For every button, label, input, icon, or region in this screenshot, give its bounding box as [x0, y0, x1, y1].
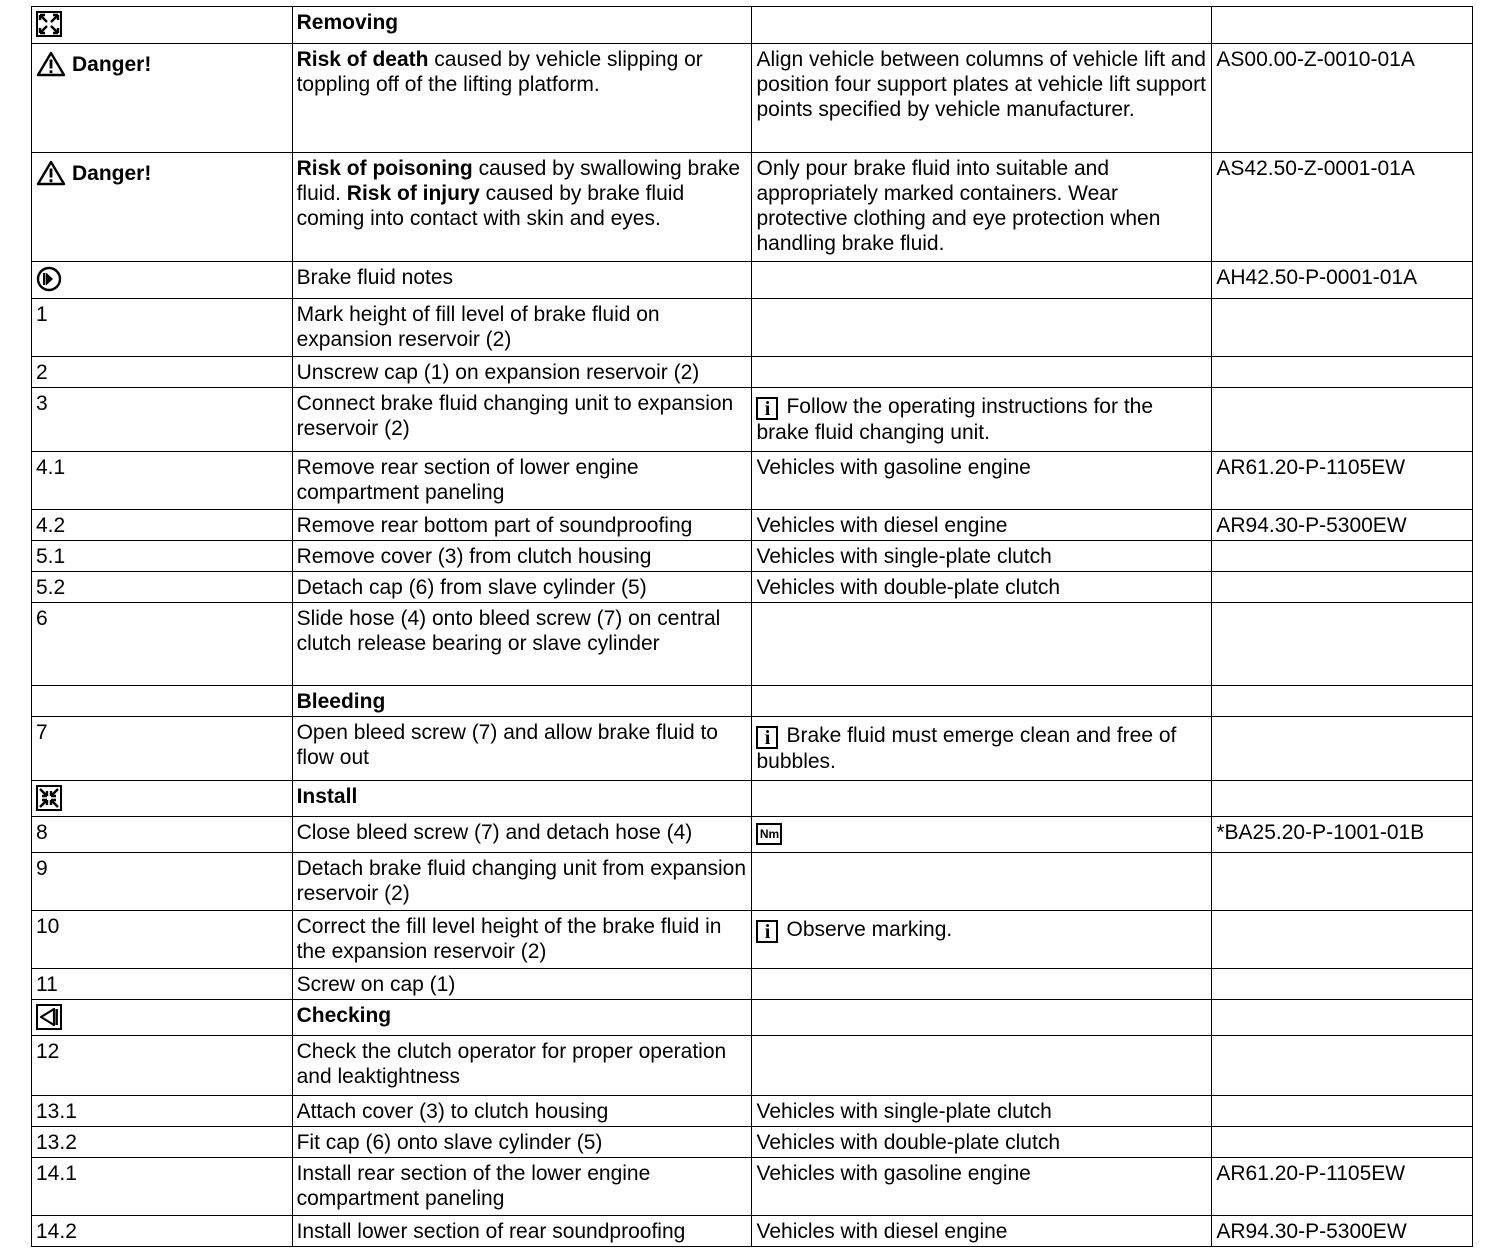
- danger-label-text: Danger!: [72, 161, 152, 185]
- step-text: Install lower section of rear soundproofing: [292, 1216, 752, 1247]
- danger-label-text: Danger!: [72, 52, 152, 76]
- step-row: [32, 357, 1473, 388]
- section-row-bleeding: [32, 686, 1473, 717]
- danger-ref-link[interactable]: AS42.50-Z-0001-01A: [1212, 153, 1473, 262]
- step-text: Check the clutch operator for proper operation and leaktightness: [292, 1036, 752, 1096]
- step-note: Vehicles with gasoline engine: [752, 1158, 1212, 1216]
- step-row: [32, 717, 1473, 781]
- notes-text: Brake fluid notes: [292, 262, 752, 299]
- step-row: [32, 452, 1473, 510]
- step-ref-link[interactable]: AR61.20-P-1105EW: [1212, 1158, 1473, 1216]
- step-note: Vehicles with diesel engine: [752, 510, 1212, 541]
- section-title-checking: Checking: [292, 1000, 752, 1036]
- step-text: Connect brake fluid changing unit to expansion reservoir (2): [292, 388, 752, 452]
- circle-arrow-icon: [36, 266, 62, 292]
- step-row: [32, 1158, 1473, 1216]
- notes-row: [32, 262, 1473, 299]
- section-title-bleeding: Bleeding: [292, 686, 752, 717]
- step-number: 2: [32, 357, 293, 388]
- step-text: Unscrew cap (1) on expansion reservoir (2): [292, 357, 752, 388]
- step-note: [752, 817, 1212, 853]
- step-note: [752, 388, 1212, 452]
- section-row-install: [32, 781, 1473, 817]
- step-row: [32, 1216, 1473, 1247]
- step-row: [32, 541, 1473, 572]
- step-number: 13.1: [32, 1096, 293, 1127]
- info-icon: i: [756, 397, 778, 420]
- risk-text: caused by vehicle slipping or toppling off of the lifting platform.: [296, 48, 703, 96]
- step-ref-link[interactable]: AR61.20-P-1105EW: [1212, 452, 1473, 510]
- step-number: 7: [32, 717, 293, 781]
- step-ref-link[interactable]: AR94.30-P-5300EW: [1212, 1216, 1473, 1247]
- step-row: [32, 853, 1473, 911]
- step-row: [32, 510, 1473, 541]
- danger-risk: [292, 44, 752, 153]
- note-text: Brake fluid must emerge clean and free of bubbles.: [756, 724, 1177, 773]
- risk-bold: Risk of death: [296, 48, 429, 71]
- info-icon: i: [756, 726, 778, 749]
- step-number: 9: [32, 853, 293, 911]
- step-note: [752, 717, 1212, 781]
- step-ref-link[interactable]: AR94.30-P-5300EW: [1212, 510, 1473, 541]
- step-text: Attach cover (3) to clutch housing: [292, 1096, 752, 1127]
- note-text: Observe marking.: [786, 918, 953, 941]
- notes-ref-link[interactable]: AH42.50-P-0001-01A: [1212, 262, 1473, 299]
- step-number: 8: [32, 817, 293, 853]
- danger-ref-link[interactable]: AS00.00-Z-0010-01A: [1212, 44, 1473, 153]
- step-text: Detach brake fluid changing unit from expansion reservoir (2): [292, 853, 752, 911]
- nm-torque-icon[interactable]: Nm: [756, 823, 782, 845]
- step-note: Vehicles with single-plate clutch: [752, 541, 1212, 572]
- step-number: 13.2: [32, 1127, 293, 1158]
- step-text: Remove rear section of lower engine compartment paneling: [292, 452, 752, 510]
- warning-triangle-icon: [36, 51, 66, 77]
- step-text: Open bleed screw (7) and allow brake fluid to flow out: [292, 717, 752, 781]
- step-text: Remove cover (3) from clutch housing: [292, 541, 752, 572]
- risk-text: caused by swallowing brake fluid.: [296, 157, 741, 205]
- section-row-checking: [32, 1000, 1473, 1036]
- step-note: Vehicles with double-plate clutch: [752, 572, 1212, 603]
- section-row-removing: [32, 7, 1473, 44]
- step-number: 1: [32, 299, 293, 357]
- danger-measure: Align vehicle between columns of vehicle lift and position four support plates at vehicle lift support points specified by vehicle manufacturer.: [752, 44, 1212, 153]
- step-number: 6: [32, 603, 293, 686]
- info-icon: i: [756, 920, 778, 943]
- danger-label: [36, 160, 151, 186]
- step-row: [32, 1036, 1473, 1096]
- step-number: 5.2: [32, 572, 293, 603]
- step-note: Vehicles with diesel engine: [752, 1216, 1212, 1247]
- procedure-table: [31, 6, 1473, 1247]
- risk-bold: Risk of injury: [346, 182, 480, 205]
- danger-row: [32, 44, 1473, 153]
- step-row: [32, 911, 1473, 969]
- step-number: 10: [32, 911, 293, 969]
- step-number: 14.2: [32, 1216, 293, 1247]
- step-row: [32, 817, 1473, 853]
- step-row: [32, 299, 1473, 357]
- step-note: Vehicles with gasoline engine: [752, 452, 1212, 510]
- step-row: [32, 1096, 1473, 1127]
- step-row: [32, 388, 1473, 452]
- step-note: Vehicles with single-plate clutch: [752, 1096, 1212, 1127]
- step-row: [32, 572, 1473, 603]
- step-text: Correct the fill level height of the brake fluid in the expansion reservoir (2): [292, 911, 752, 969]
- section-title-install: Install: [292, 781, 752, 817]
- step-text: Remove rear bottom part of soundproofing: [292, 510, 752, 541]
- step-number: 14.1: [32, 1158, 293, 1216]
- danger-measure: Only pour brake fluid into suitable and appropriately marked containers. Wear protective clothing and eye protection when handling brake fluid.: [752, 153, 1212, 262]
- step-number: 11: [32, 969, 293, 1000]
- risk-text: caused by brake fluid coming into contact with skin and eyes.: [296, 182, 685, 230]
- step-number: 4.1: [32, 452, 293, 510]
- step-text: Close bleed screw (7) and detach hose (4): [292, 817, 752, 853]
- step-text: Fit cap (6) onto slave cylinder (5): [292, 1127, 752, 1158]
- danger-row: [32, 153, 1473, 262]
- step-row: [32, 1127, 1473, 1158]
- danger-label: [36, 51, 151, 77]
- risk-bold: Risk of poisoning: [296, 157, 473, 180]
- step-number: 3: [32, 388, 293, 452]
- collapse-arrows-icon: [36, 785, 62, 811]
- note-text: Follow the operating instructions for the brake fluid changing unit.: [756, 395, 1154, 444]
- step-text: Mark height of fill level of brake fluid on expansion reservoir (2): [292, 299, 752, 357]
- step-text: Install rear section of the lower engine compartment paneling: [292, 1158, 752, 1216]
- step-text: Screw on cap (1): [292, 969, 752, 1000]
- step-text: Slide hose (4) onto bleed screw (7) on central clutch release bearing or slave cylinder: [292, 603, 752, 686]
- step-number: 12: [32, 1036, 293, 1096]
- section-title-removing: Removing: [292, 7, 752, 44]
- step-note: Vehicles with double-plate clutch: [752, 1127, 1212, 1158]
- warning-triangle-icon: [36, 160, 66, 186]
- step-number: 4.2: [32, 510, 293, 541]
- danger-risk: [292, 153, 752, 262]
- step-row: [32, 969, 1473, 1000]
- step-note: [752, 911, 1212, 969]
- step-row: [32, 603, 1473, 686]
- step-ref-link[interactable]: *BA25.20-P-1001-01B: [1212, 817, 1473, 853]
- back-triangle-icon: [36, 1004, 62, 1030]
- expand-arrows-icon: [36, 11, 62, 37]
- step-number: 5.1: [32, 541, 293, 572]
- step-text: Detach cap (6) from slave cylinder (5): [292, 572, 752, 603]
